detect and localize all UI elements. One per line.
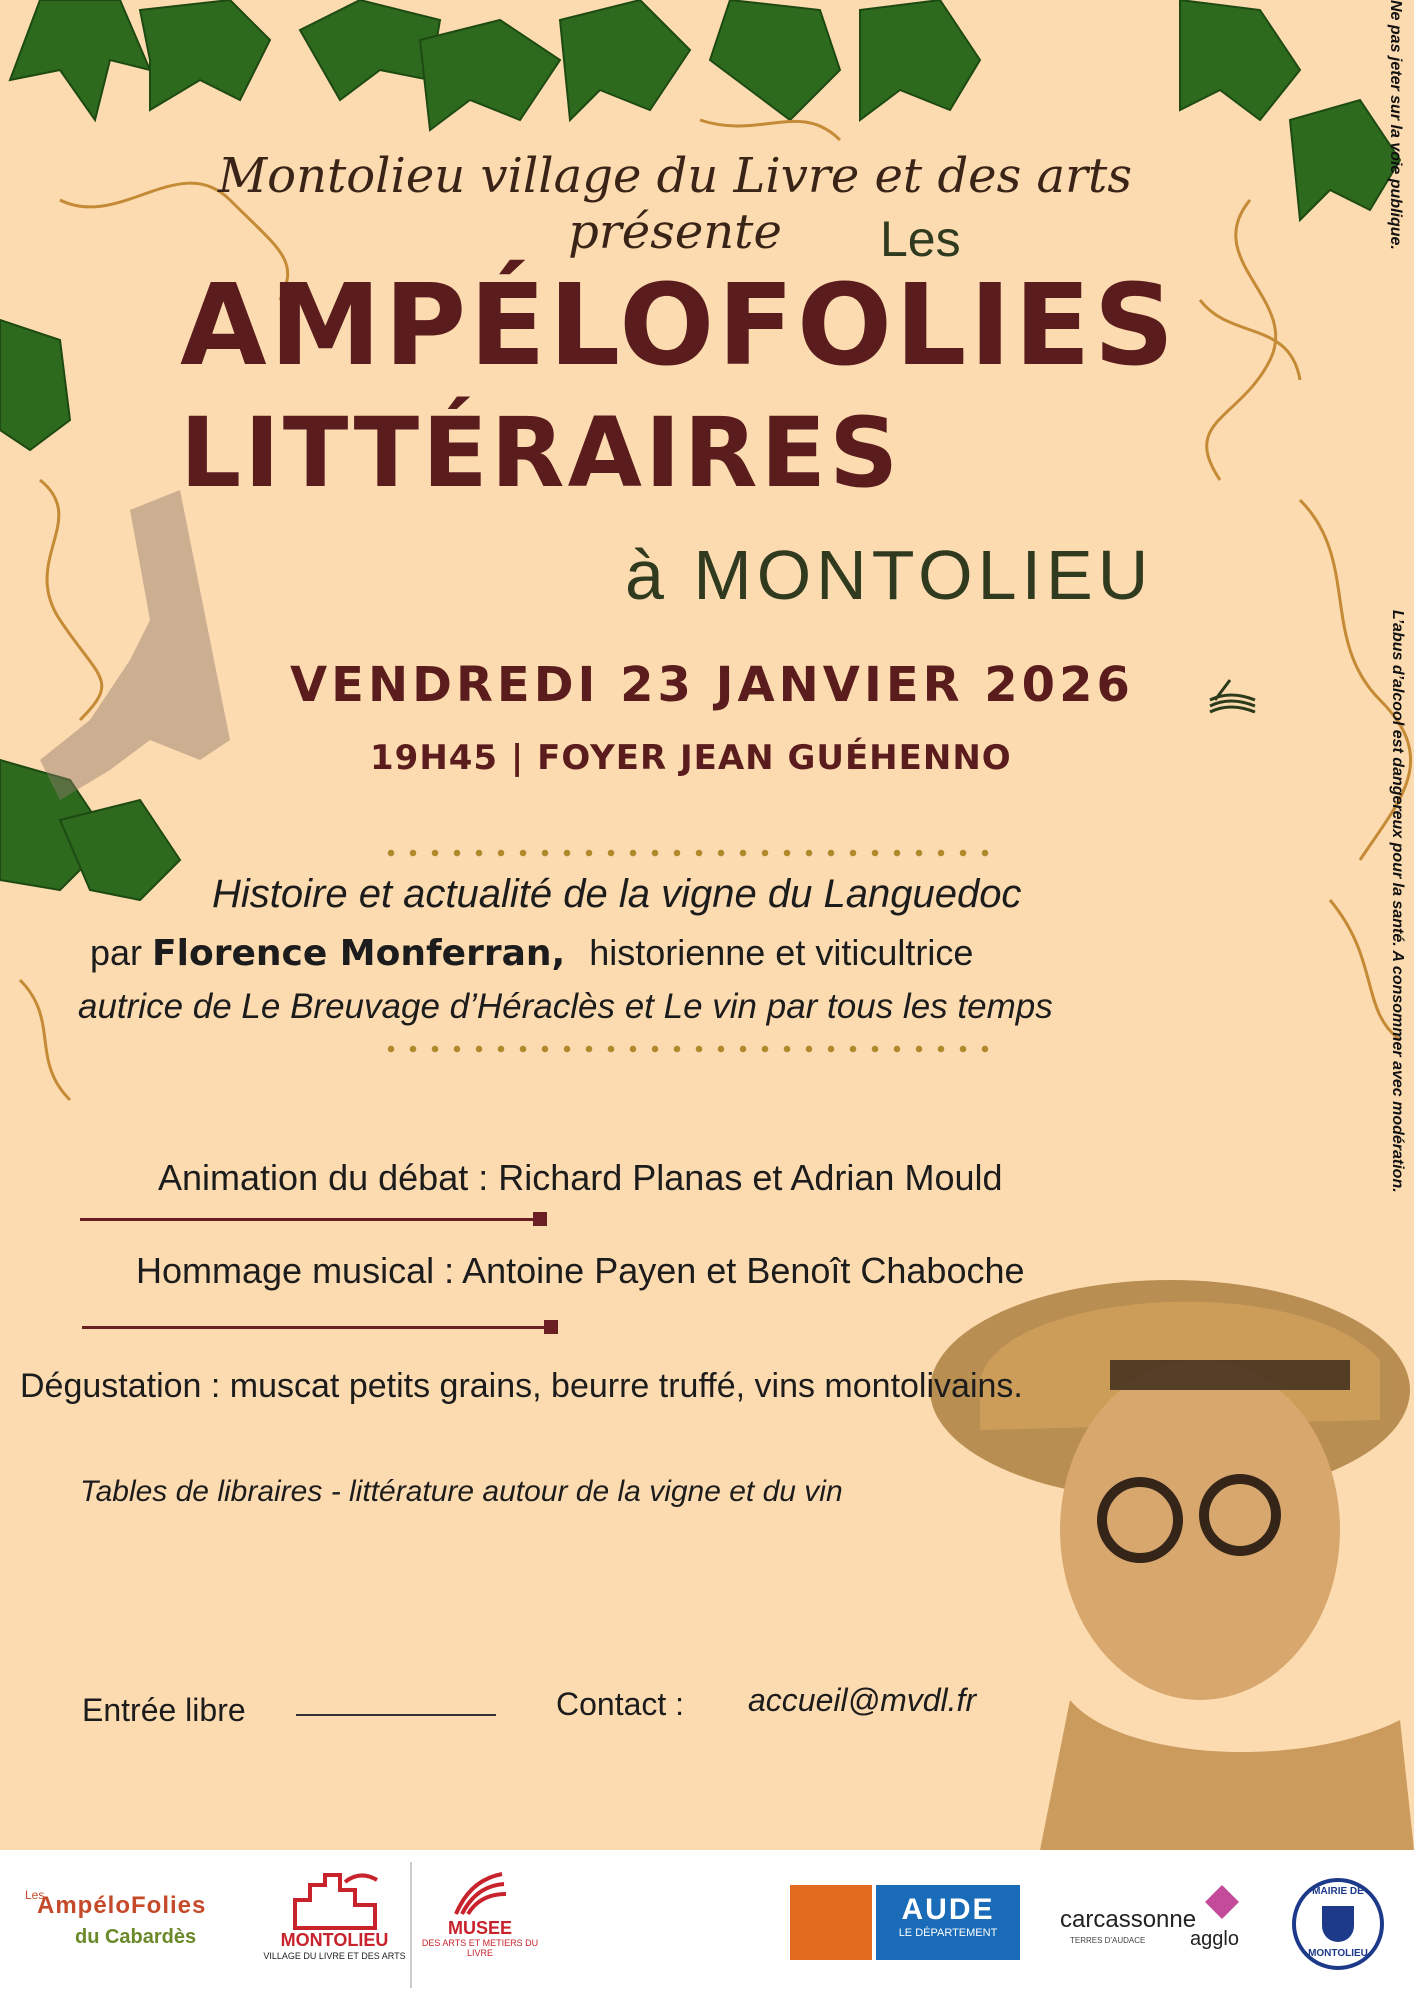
logo-divider (410, 1862, 412, 1988)
legal-voie-publique: Ne pas jeter sur la voie publique. (1387, 0, 1404, 250)
logo-musee-name: MUSEE (447, 1918, 512, 1938)
logo-carcassonne-sub: TERRES D'AUDACE (1070, 1936, 1146, 1945)
contact-email-link[interactable]: accueil@mvdl.fr (748, 1682, 977, 1718)
ivy-leaf-icon (560, 0, 690, 120)
logo-montolieu-sub: VILLAGE DU LIVRE ET DES ARTS (263, 1951, 406, 1961)
program-booksellers: Tables de libraires - littérature autour de la vigne et du vin (80, 1475, 843, 1508)
ornament-divider-top (380, 848, 1000, 858)
ivy-leaf-icon (60, 800, 180, 900)
ornament-divider-bottom (380, 1044, 1000, 1054)
separator-end-2 (544, 1320, 558, 1334)
speaker-name: Florence Monferran, (152, 933, 566, 974)
title-les: Les (880, 211, 961, 267)
speaker-prefix: par (90, 932, 143, 973)
woman-with-hat-photo (930, 1280, 1414, 1850)
logo-aude-box (876, 1885, 1020, 1960)
logo-aude-sub: LE DÉPARTEMENT (898, 1927, 998, 1939)
entry-underline (296, 1714, 496, 1716)
logo-musee (420, 1870, 540, 1990)
separator-line-1 (80, 1218, 540, 1221)
title-line-2: LITTÉRAIRES (180, 397, 902, 509)
entry-free: Entrée libre (82, 1692, 246, 1728)
contact-label: Contact : (556, 1686, 685, 1722)
speaker-books: autrice de Le Breuvage d’Héraclès et Le vin par tous les temps (78, 987, 1053, 1026)
separator-end-1 (533, 1212, 547, 1226)
diamond-icon (1205, 1885, 1239, 1919)
program-music: Hommage musical : Antoine Payen et Benoît Chaboche (136, 1250, 1025, 1291)
ivy-leaf-icon (0, 320, 70, 450)
ivy-leaf-icon (1290, 100, 1400, 220)
title-line-1: AMPÉLOFOLIES (180, 261, 1178, 391)
logo-carcassonne-agglo (1060, 1890, 1260, 1960)
speaker-role: historienne et viticultrice (589, 932, 974, 973)
logo-mairie-top: MAIRIE DE (1312, 1886, 1364, 1897)
title-location: à MONTOLIEU (625, 536, 1154, 614)
talk-speaker-line (90, 932, 973, 974)
logo-carcassonne-name: carcassonne (1060, 1906, 1197, 1933)
book-pages-icon (450, 1870, 510, 1918)
ivy-leaf-icon (300, 0, 440, 100)
logo-mairie-bottom: MONTOLIEU (1308, 1948, 1368, 1959)
ivy-leaf-icon (10, 0, 150, 120)
ivy-leaf-icon (1180, 0, 1300, 120)
logo-musee-sub: DES ARTS ET METIERS DU LIVRE (421, 1938, 539, 1958)
logo-aude (790, 1885, 1020, 1960)
logo-montolieu-name: MONTOLIEU (280, 1930, 389, 1950)
event-date: VENDREDI 23 JANVIER 2026 (290, 657, 1134, 713)
logo-montolieu-village (262, 1870, 407, 1990)
separator-line-2 (82, 1326, 552, 1329)
logo-carcassonne-agglo: agglo (1190, 1928, 1239, 1950)
logo-mairie-montolieu (1292, 1878, 1384, 1970)
logo-ampelofolies-cabardes (25, 1888, 240, 1958)
program-tasting: Dégustation : muscat petits grains, beurre truffé, vins montolivains. (20, 1367, 1023, 1405)
coat-of-arms-icon (1322, 1906, 1354, 1942)
event-time-place: 19H45 | FOYER JEAN GUÉHENNO (370, 738, 1012, 778)
program-animation: Animation du débat : Richard Planas et Adrian Mould (158, 1157, 1003, 1198)
ivy-leaf-icon (710, 0, 840, 120)
logo-ampelofolies-sub: du Cabardès (75, 1926, 197, 1948)
ivy-leaf-icon (420, 20, 560, 130)
logo-ampelofolies-name: AmpéloFolies (37, 1892, 207, 1919)
presenter-line: Montolieu village du Livre et des arts présente (218, 148, 1132, 260)
legal-alcohol-warning: L’abus d’alcool est dangereux pour la santé. A consommer avec modération. (1389, 610, 1406, 1193)
logo-aude-emblem (790, 1885, 872, 1960)
talk-title: Histoire et actualité de la vigne du Languedoc (212, 872, 1022, 916)
book-icon (1210, 680, 1255, 712)
footer-logo-bar (0, 1850, 1414, 2000)
logo-aude-name: AUDE (901, 1893, 995, 1926)
ivy-leaf-icon (140, 0, 270, 110)
logo-ampelofolies-les: Les (25, 1888, 45, 1902)
hand-shadow-silhouette (40, 490, 230, 800)
ivy-leaf-icon (860, 0, 980, 120)
castle-book-icon (285, 1870, 385, 1930)
